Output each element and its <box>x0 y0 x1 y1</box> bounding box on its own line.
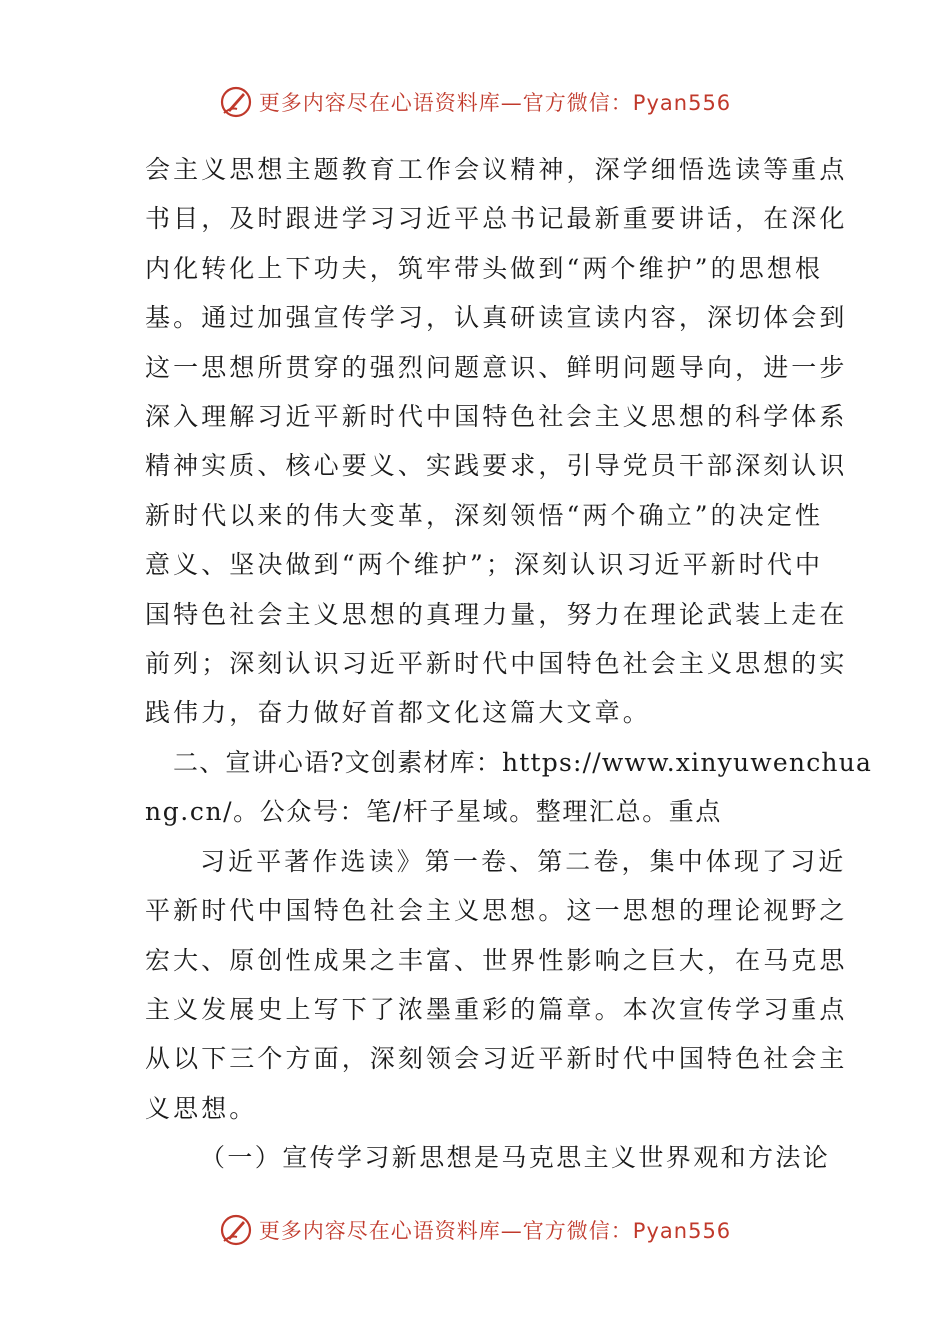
text-line: （一）宣传学习新思想是马克思主义世界观和方法论 <box>200 1143 831 1173</box>
text-line: 精神实质、核心要义、实践要求，引导党员干部深刻认识 <box>145 451 848 481</box>
text-line: 宏大、原创性成果之丰富、世界性影响之巨大，在马克思 <box>145 945 848 975</box>
text-line: 践伟力，奋力做好首都文化这篇大文章。 <box>145 698 651 728</box>
text-line: 义思想。 <box>145 1093 258 1123</box>
header-banner <box>0 80 950 124</box>
header-banner-text: 更多内容尽在心语资料库—官方微信：Pyan556 <box>258 91 732 115</box>
text-line: ng.cn/。公众号：笔/杆子星域。整理汇总。重点 <box>145 797 723 827</box>
text-line: 这一思想所贯穿的强烈问题意识、鲜明问题导向，进一步 <box>145 352 848 382</box>
document-body <box>145 145 873 1183</box>
quill-pen-logo-icon <box>219 85 253 119</box>
text-line: 从以下三个方面，深刻领会习近平新时代中国特色社会主 <box>145 1044 848 1074</box>
paragraph-3 <box>145 837 848 1133</box>
footer-banner-text: 更多内容尽在心语资料库—官方微信：Pyan556 <box>258 1219 732 1243</box>
paragraph-1 <box>145 145 848 738</box>
text-line: 内化转化上下功夫，筑牢带头做到“两个维护”的思想根 <box>145 253 824 283</box>
text-line-with-link: 二、宣讲心语?文创素材库：https://www.xinyuwenchua <box>173 747 873 777</box>
text-line: 意义、坚决做到“两个维护”；深刻认识习近平新时代中 <box>145 550 824 580</box>
quill-pen-logo-icon <box>219 1213 253 1247</box>
footer-banner <box>0 1208 950 1252</box>
text-line: 深入理解习近平新时代中国特色社会主义思想的科学体系 <box>145 402 848 432</box>
text-line: 平新时代中国特色社会主义思想。这一思想的理论视野之 <box>145 896 848 926</box>
text-line: 书目，及时跟进学习习近平总书记最新重要讲话，在深化 <box>145 204 848 234</box>
text-line: 国特色社会主义思想的真理力量，努力在理论武装上走在 <box>145 599 848 629</box>
text-line: 新时代以来的伟大变革，深刻领悟“两个确立”的决定性 <box>145 500 824 530</box>
paragraph-4-subheading <box>145 1133 831 1182</box>
text-line: 习近平著作选读》第一卷、第二卷，集中体现了习近 <box>200 846 847 876</box>
text-line: 前列；深刻认识习近平新时代中国特色社会主义思想的实 <box>145 649 848 679</box>
text-line: 会主义思想主题教育工作会议精神，深学细悟选读等重点 <box>145 155 848 184</box>
paragraph-2-section-heading <box>145 738 873 837</box>
text-line: 基。通过加强宣传学习，认真研读宣读内容，深切体会到 <box>145 303 848 333</box>
text-line: 主义发展史上写下了浓墨重彩的篇章。本次宣传学习重点 <box>145 994 848 1024</box>
